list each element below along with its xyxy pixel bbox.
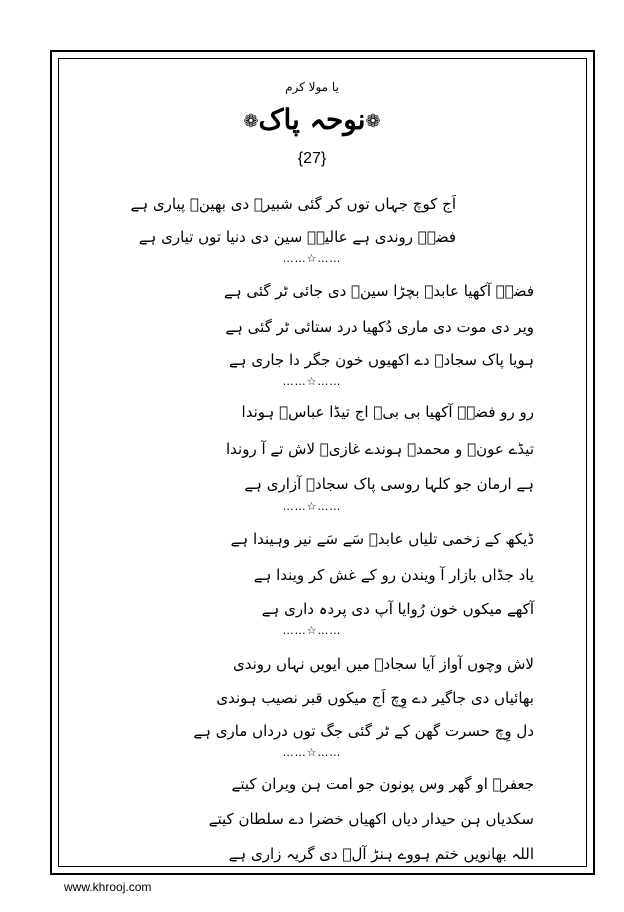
verse-line: یاد جڈاں بازار آ ویندن رو کے غش کر ویندا ہے [253,566,534,584]
verse-line: بھائیاں دی جاگیر دے وِچ اَج میکوں قبر نصیب ہوندی [216,689,534,707]
poem-title [0,103,624,136]
title-ornament-right-icon: ❁ [365,111,381,132]
stanza-divider: ……☆…… [282,375,342,388]
stanza-divider: ……☆…… [282,746,342,759]
verse-line: سکدیاں ہن حیدار دیاں اکھیاں خضرا دے سلطان کیتے [208,810,534,828]
stanza-divider: ……☆…… [282,500,342,513]
stanza-divider: ……☆…… [282,624,342,637]
website-footer: www.khrooj.com [64,880,152,894]
intro-line: فضہؑ روندی ہے عالیہؑ سین دی دنیا توں تیاری ہے [138,228,456,246]
verse-line: جعفرؑ او گھر وس پونون جو امت ہن ویران کیتے [231,775,534,793]
verse-line: تیڈے عونؑ و محمدؑ ہوندے غازیؑ لاش تے آ روندا [226,440,534,458]
intro-line: اَج کوچ جہاں توں کر گئی شبیرؑ دی بھینؑ پیاری ہے [130,195,456,213]
title-ornament-left-icon: ❁ [243,111,259,132]
verse-line: فضہؑ آکھیا عابدؑ بچڑا سینؑ دی جائی ٹر گئی ہے [224,282,534,300]
verse-line: اللہ بھانویں ختم ہووے ہنڑ آلؑ دی گریہ زاری ہے [228,845,534,863]
verse-line: رو رو فضہؑ آکھیا بی بیؑ اج تیڈا عباسؑ ہوندا [241,403,534,421]
verse-line: لاش وچوں آواز آیا سجادؑ میں ایویں نہاں روندی [232,655,534,673]
invocation-text: یا مولا کرم [285,80,339,94]
verse-line: ہے ارمان جو کلہا روسی پاک سجادؑ آزاری ہے [244,475,534,493]
verse-line: ہویا پاک سجادؑ دے اکھیوں خون جگر دا جاری ہے [229,351,534,369]
verse-line: دل وِچ حسرت گھن کے ٹر گئی جگ توں درداں ماری ہے [193,722,534,740]
verse-line: ویر دی موت دی ماری دُکھیا درد ستائی ٹر گئی ہے [225,318,534,336]
stanza-divider: ……☆…… [282,252,342,265]
title-text: نوحہ پاک [258,103,366,136]
poem-number: {27} [297,150,327,167]
verse-line: آکھے میکوں خون رُوایا آپ دی پردہ داری ہے [261,600,534,618]
verse-line: ڈیکھ کے زخمی تلیاں عابدؑ سَے سَے نیر وہیندا ہے [230,530,534,548]
